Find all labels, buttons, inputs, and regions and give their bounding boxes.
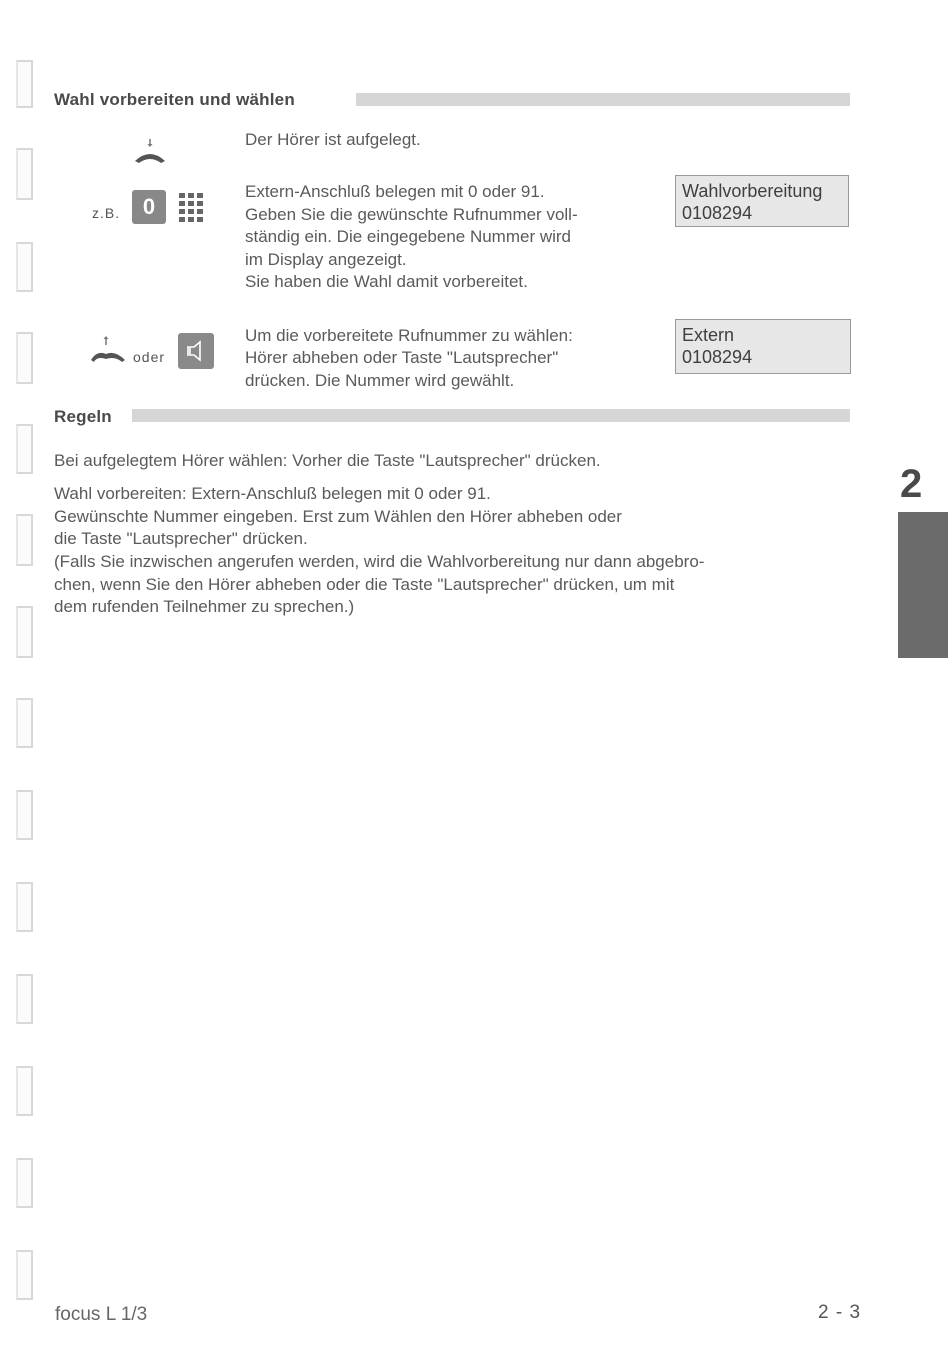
step1-text: Der Hörer ist aufgelegt. — [245, 130, 421, 149]
step2-line-1: Extern-Anschluß belegen mit 0 oder 91. — [245, 182, 545, 201]
rules-line-6: dem rufenden Teilnehmer zu sprechen.) — [54, 597, 355, 616]
binder-strip — [16, 148, 33, 200]
rules-line-4: (Falls Sie inzwischen angerufen werden, wird die Wahlvorbereitung nur dann abgebro- — [54, 552, 705, 571]
binder-strip — [16, 424, 33, 474]
chapter-tab — [898, 512, 948, 658]
handset-down-icon — [132, 137, 168, 167]
section-title-bar — [132, 409, 850, 422]
step2-line-3: ständig ein. Die eingegebene Nummer wird — [245, 227, 572, 246]
step3-line-1: Um die vorbereitete Rufnummer zu wählen: — [245, 326, 573, 345]
binder-strip — [16, 1250, 33, 1300]
speaker-icon — [178, 333, 214, 369]
speaker-key — [178, 333, 214, 369]
rules-line-2: Gewünschte Nummer eingeben. Erst zum Wählen den Hörer abheben oder — [54, 507, 622, 526]
binder-strip — [16, 1066, 33, 1116]
binder-strip — [16, 1158, 33, 1208]
page-number: 2 - 3 — [818, 1302, 862, 1323]
binder-strip — [16, 242, 33, 292]
binder-strip — [16, 790, 33, 840]
rules-line-1: Wahl vorbereiten: Extern-Anschluß belegen mit 0 oder 91. — [54, 484, 491, 503]
rules-line-5: chen, wenn Sie den Hörer abheben oder die Taste "Lautsprecher" drücken, um mit — [54, 575, 675, 594]
rules-paragraph-1: Bei aufgelegtem Hörer wählen: Vorher die Taste "Lautsprecher" drücken. — [54, 451, 601, 470]
display-extern — [675, 319, 851, 374]
display-preparation — [675, 175, 849, 227]
display-line-2: 0108294 — [682, 347, 753, 367]
step2-line-5: Sie haben die Wahl damit vorbereitet. — [245, 272, 528, 291]
footer-product-name: focus L 1/3 — [55, 1304, 148, 1325]
example-label: z.B. — [92, 205, 121, 221]
chapter-number: 2 — [900, 462, 923, 506]
step3-line-3: drücken. Die Nummer wird gewählt. — [245, 371, 515, 390]
keypad-icon — [178, 192, 204, 226]
binder-strip — [16, 606, 33, 658]
handset-up-icon — [89, 334, 129, 364]
or-label: oder — [133, 349, 166, 365]
binder-strip — [16, 882, 33, 932]
binder-strip — [16, 60, 33, 108]
binder-strip — [16, 698, 33, 748]
binder-strip — [16, 514, 33, 566]
step2-line-2: Geben Sie die gewünschte Rufnummer voll- — [245, 205, 578, 224]
section-title-bar — [356, 93, 850, 106]
section-title-rules: Regeln — [54, 407, 112, 426]
display-line-1: Extern — [682, 325, 735, 345]
step2-line-4: im Display angezeigt. — [245, 250, 407, 269]
rules-line-3: die Taste "Lautsprecher" drücken. — [54, 529, 308, 548]
step3-line-2: Hörer abheben oder Taste "Lautsprecher" — [245, 348, 559, 367]
section-title-prepare: Wahl vorbereiten und wählen — [54, 90, 295, 109]
zero-key: 0 — [132, 190, 166, 224]
binder-strip — [16, 974, 33, 1024]
display-line-2: 0108294 — [682, 203, 753, 223]
binder-strip — [16, 332, 33, 384]
display-line-1: Wahlvorbereitung — [682, 181, 823, 201]
